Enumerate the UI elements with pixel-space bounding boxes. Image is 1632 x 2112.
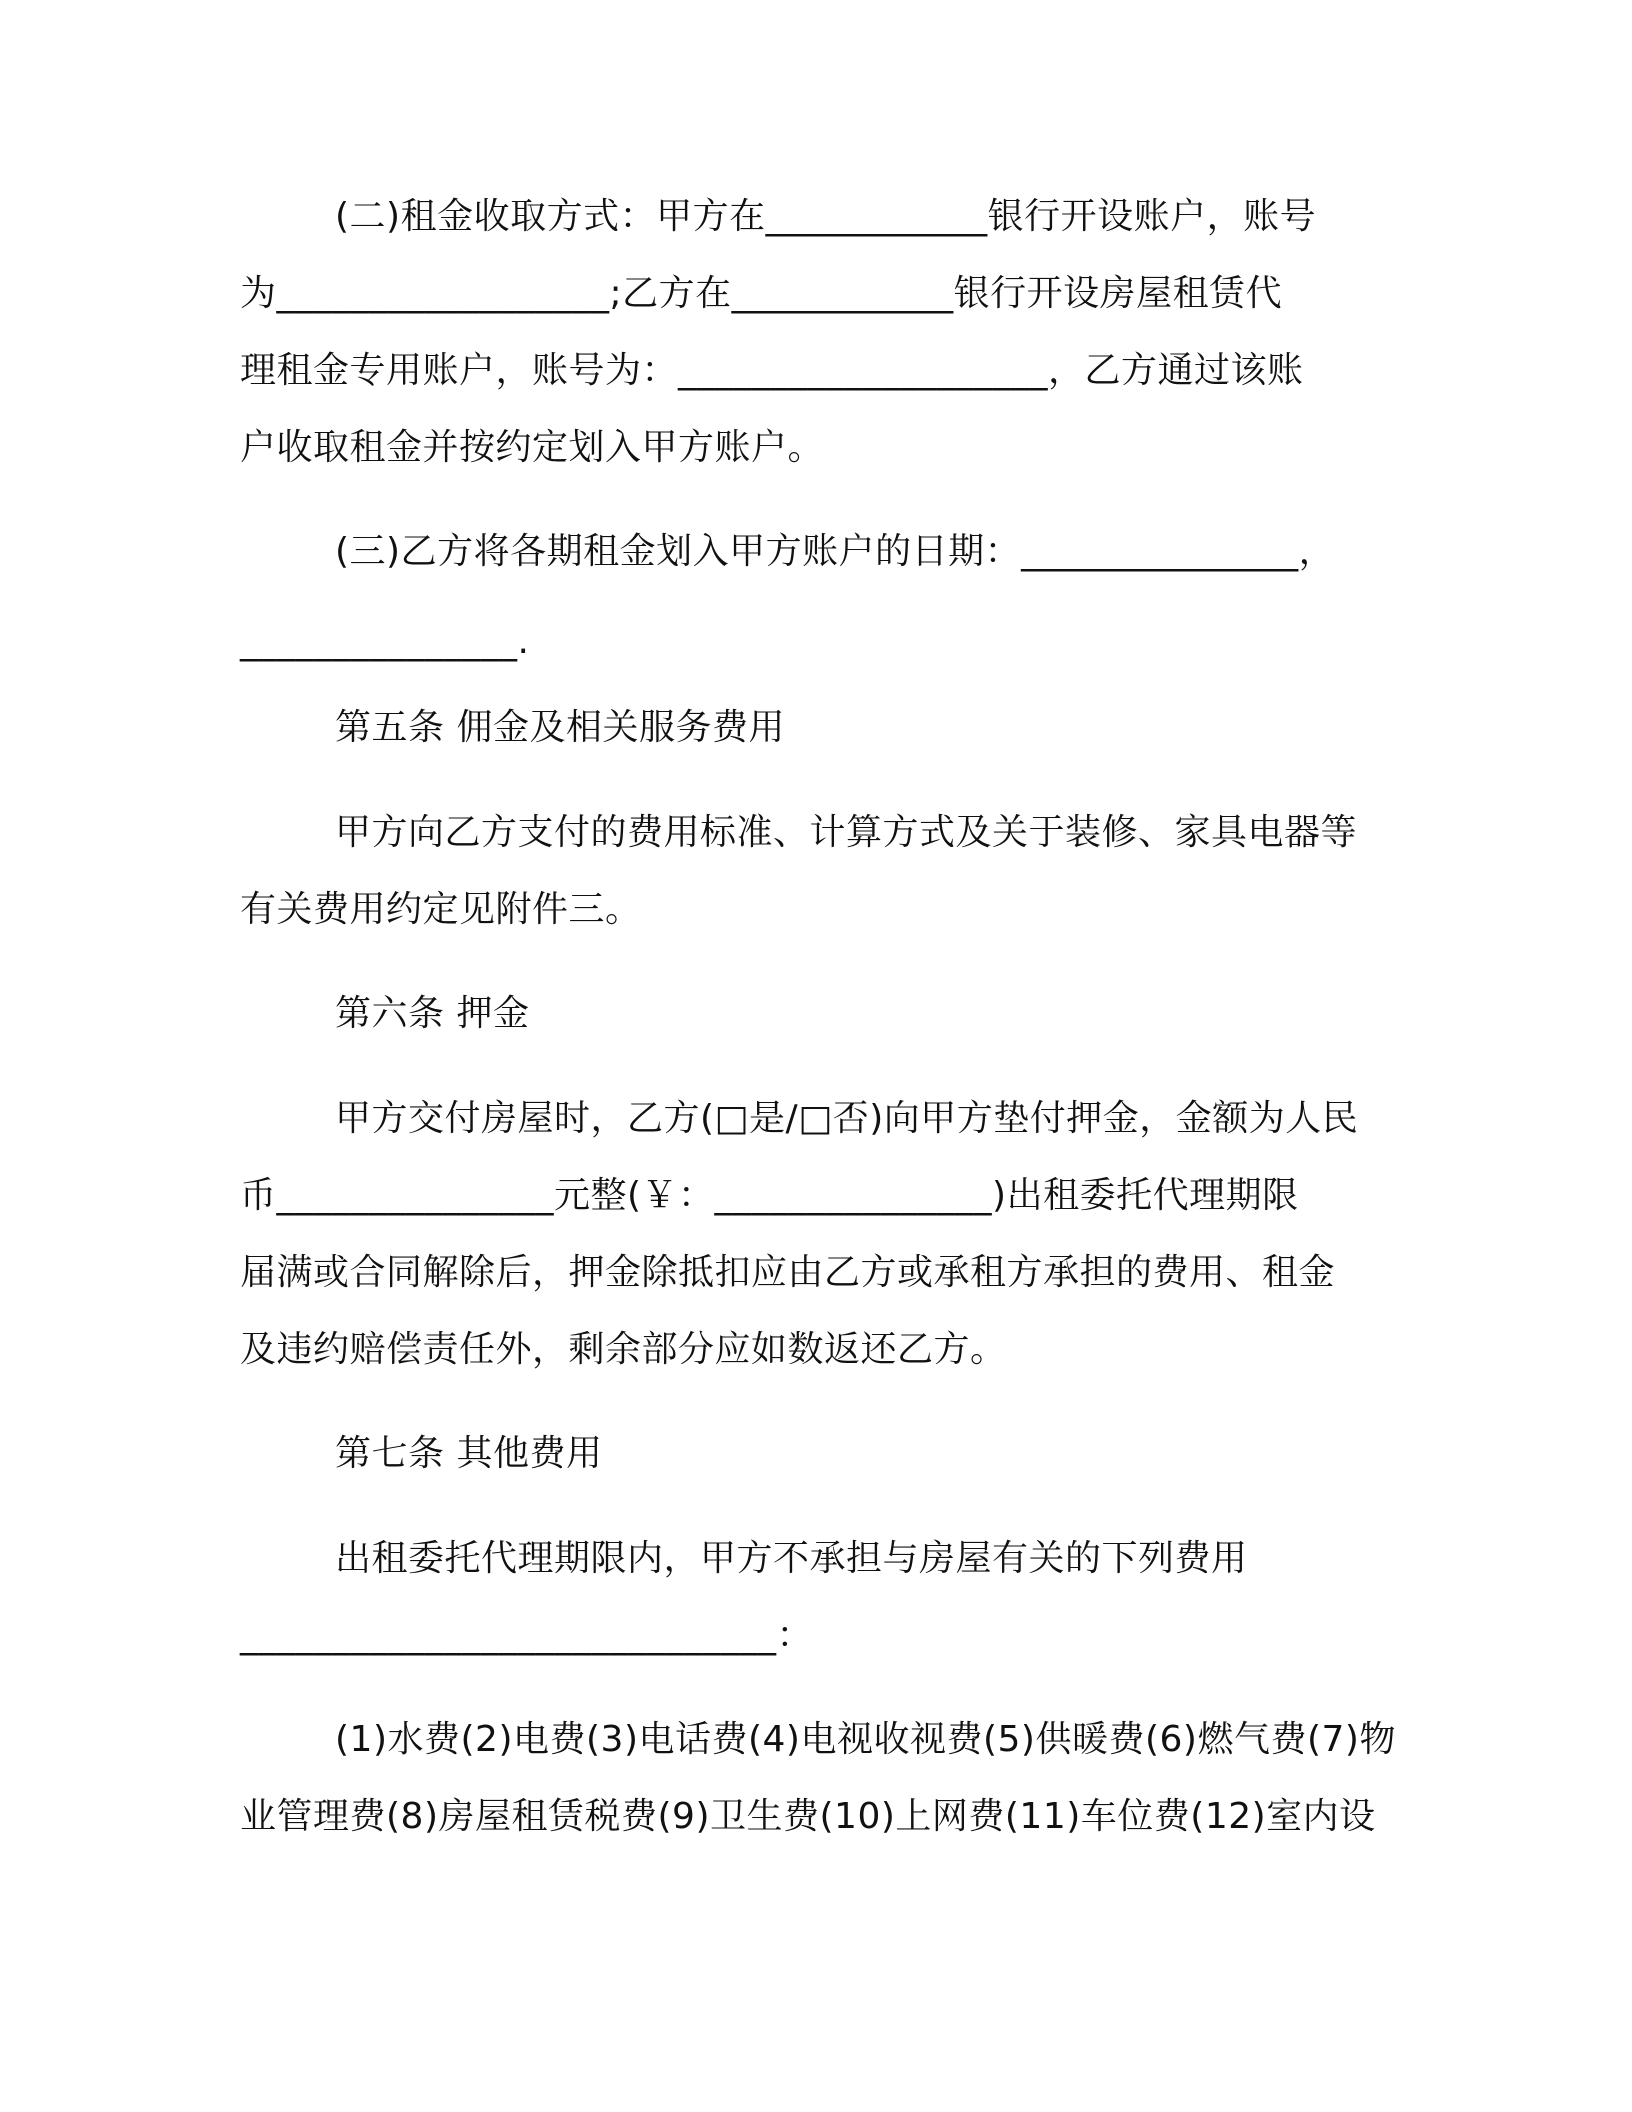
paragraph-fees-line-2: 有关费用约定见附件三。: [240, 889, 642, 930]
paragraph-rent-collection-line-3: 理租金专用账户，账号为：____________________，乙方通过该账: [240, 350, 1304, 391]
paragraph-rent-collection-line-4: 户收取租金并按约定划入甲方账户。: [240, 427, 825, 468]
heading-article-5: 第五条 佣金及相关服务费用: [335, 707, 785, 748]
paragraph-rent-collection-line-1: (二)租金收取方式：甲方在____________银行开设账户，账号: [335, 196, 1317, 237]
paragraph-deposit-line-2: 币_______________元整(￥：_______________)出租委托代理期限: [240, 1175, 1299, 1216]
paragraph-other-fees-line-1: 出租委托代理期限内，甲方不承担与房屋有关的下列费用: [335, 1538, 1248, 1579]
paragraph-transfer-date-line-1: (三)乙方将各期租金划入甲方账户的日期：_______________，: [335, 531, 1336, 572]
paragraph-fee-list-line-2: 业管理费(8)房屋租赁税费(9)卫生费(10)上网费(11)车位费(12)室内设: [240, 1796, 1376, 1837]
heading-article-6: 第六条 押金: [335, 993, 530, 1034]
paragraph-fee-list-line-1: (1)水费(2)电费(3)电话费(4)电视收视费(5)供暖费(6)燃气费(7)物: [335, 1719, 1396, 1760]
heading-article-7: 第七条 其他费用: [335, 1433, 603, 1474]
paragraph-deposit-line-1: 甲方交付房屋时，乙方(□是/□否)向甲方垫付押金，金额为人民: [335, 1098, 1359, 1139]
paragraph-rent-collection-line-2: 为__________________;乙方在____________银行开设房屋租赁代: [240, 273, 1283, 314]
paragraph-fees-line-1: 甲方向乙方支付的费用标准、计算方式及关于装修、家具电器等: [335, 812, 1358, 853]
paragraph-deposit-line-3: 届满或合同解除后，押金除抵扣应由乙方或承租方承担的费用、租金: [240, 1252, 1336, 1293]
paragraph-transfer-date-line-2: _______________.: [240, 621, 530, 662]
paragraph-other-fees-line-2: _____________________________：: [240, 1615, 813, 1656]
paragraph-deposit-line-4: 及违约赔偿责任外，剩余部分应如数返还乙方。: [240, 1329, 1007, 1370]
